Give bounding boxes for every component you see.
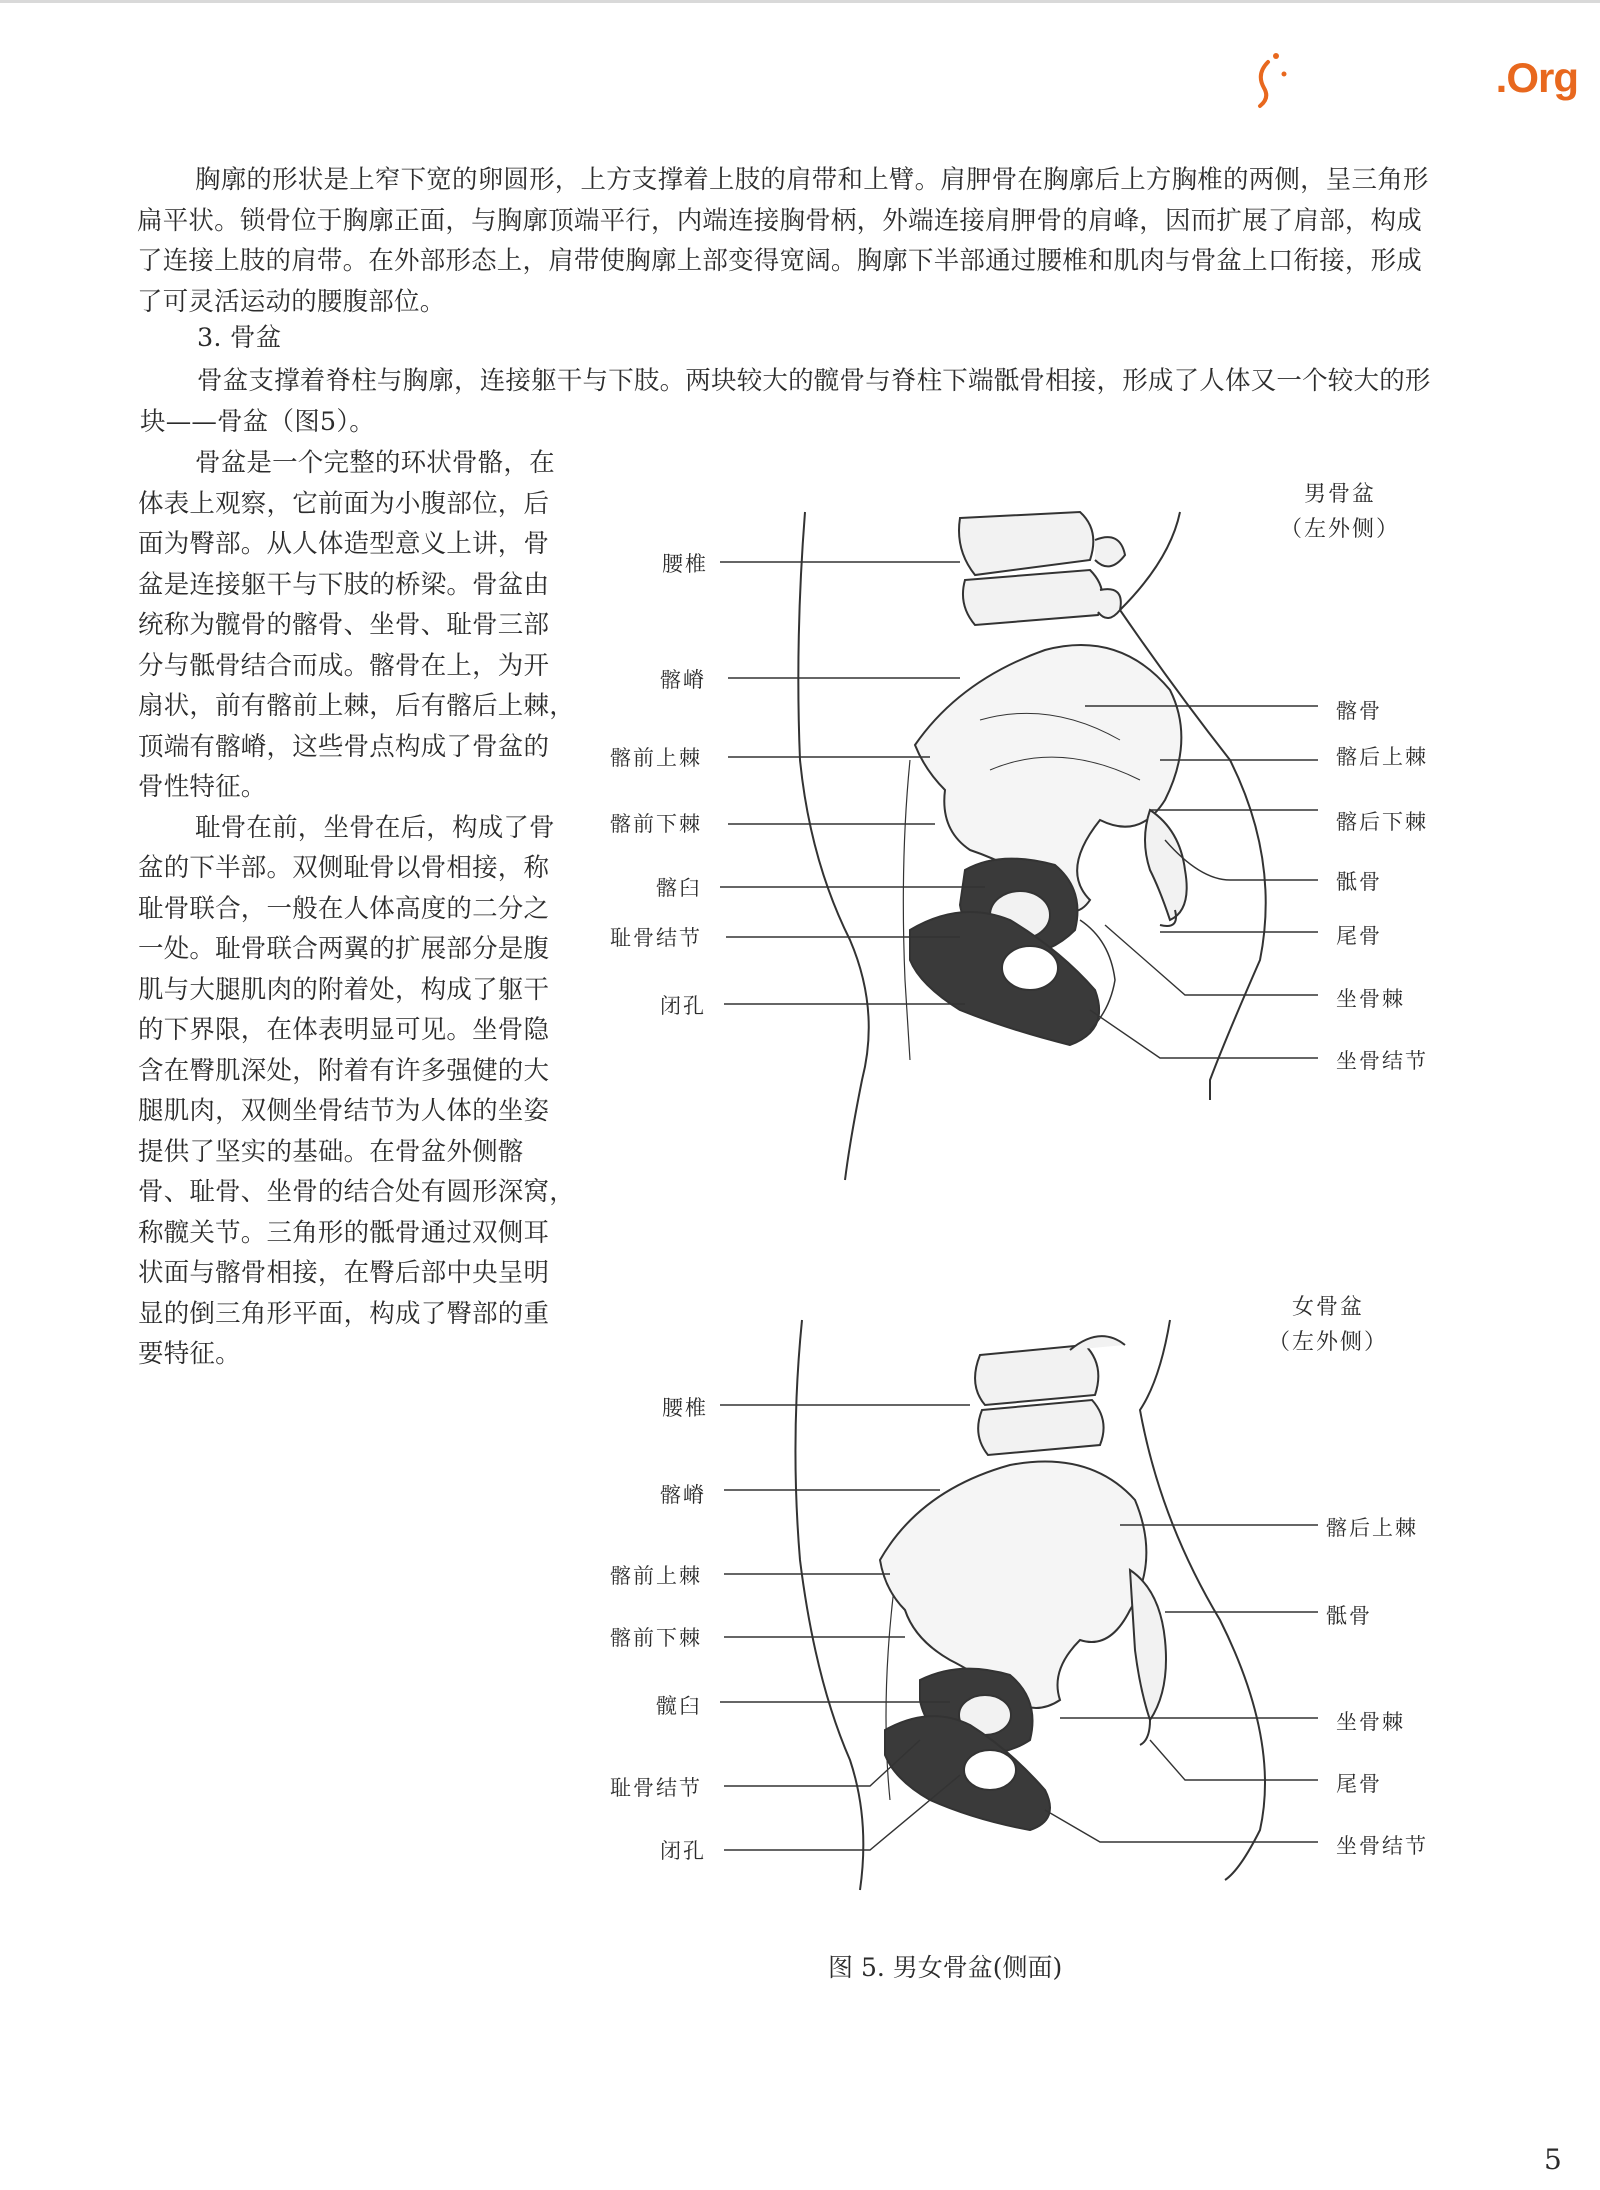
intro-line: 了连接上肢的肩带。在外部形态上，肩带使胸廓上部变得宽阔。胸廓下半部通过腰椎和肌肉与骨盆上口衔接，形成 bbox=[137, 246, 1423, 276]
section-line: 骨盆支撑着脊柱与胸廓，连接躯干与下肢。两块较大的髋骨与脊柱下端骶骨相接，形成了人体又一个较大的形 bbox=[197, 366, 1431, 396]
female-label-lumbar: 腰椎 bbox=[662, 1396, 708, 1420]
female-label-acetabulum: 髋臼 bbox=[656, 1694, 702, 1718]
column-line: 体表上观察，它前面为小腹部位，后 bbox=[138, 488, 550, 519]
section-heading: 3. 骨盆 bbox=[197, 323, 282, 353]
column-line: 统称为髋骨的髂骨、坐骨、耻骨三部 bbox=[138, 610, 550, 640]
column-line: 骨、耻骨、坐骨的结合处有圆形深窝， bbox=[138, 1177, 575, 1207]
column-line: 显的倒三角形平面，构成了臀部的重 bbox=[138, 1298, 550, 1329]
female-label-asis: 髂前上棘 bbox=[610, 1564, 702, 1588]
intro-line: 扁平状。锁骨位于胸廓正面，与胸廓顶端平行，内端连接胸骨柄，外端连接肩胛骨的肩峰，因而扩展了肩部，构成 bbox=[137, 205, 1423, 236]
male-label-psis: 髂后上棘 bbox=[1336, 745, 1428, 769]
logo-text: .Org bbox=[1495, 54, 1578, 101]
column-line: 称髋关节。三角形的骶骨通过双侧耳 bbox=[138, 1217, 550, 1248]
column-line: 盆的下半部。双侧耻骨以骨相接，称 bbox=[138, 853, 550, 883]
column-line: 面为臀部。从人体造型意义上讲，骨 bbox=[138, 529, 550, 559]
male-figure-title: 男骨盆 bbox=[1303, 482, 1376, 507]
column-line: 要特征。 bbox=[138, 1339, 241, 1369]
column-line: 骨性特征。 bbox=[138, 772, 267, 802]
figure-caption: 图 5. 男女骨盆(侧面) bbox=[828, 1953, 1063, 1982]
female-label-pubic-tubercle: 耻骨结节 bbox=[610, 1776, 702, 1800]
intro-line: 了可灵活运动的腰腹部位。 bbox=[137, 286, 446, 317]
column-line: 腿肌肉，双侧坐骨结节为人体的坐姿 bbox=[138, 1096, 550, 1126]
column-line: 盆是连接躯干与下肢的桥梁。骨盆由 bbox=[138, 569, 550, 600]
column-line: 提供了坚实的基础。在骨盆外侧髂 bbox=[138, 1136, 524, 1167]
column-line: 一处。耻骨联合两翼的扩展部分是腹 bbox=[138, 934, 550, 964]
male-label-coccyx: 尾骨 bbox=[1336, 924, 1382, 948]
column-line: 耻骨在前，坐骨在后，构成了骨 bbox=[195, 812, 555, 843]
female-label-obturator: 闭孔 bbox=[660, 1839, 706, 1863]
female-label-ischial-tuberosity: 坐骨结节 bbox=[1336, 1834, 1428, 1858]
column-line: 含在臀肌深处，附着有许多强健的大 bbox=[138, 1055, 550, 1086]
male-label-iliac-crest: 髂嵴 bbox=[660, 668, 706, 692]
male-label-sacrum: 骶骨 bbox=[1336, 870, 1382, 894]
column-line: 扇状，前有髂前上棘，后有髂后上棘， bbox=[138, 691, 575, 721]
female-label-sacrum: 骶骨 bbox=[1326, 1604, 1372, 1628]
male-label-ischial-spine: 坐骨棘 bbox=[1336, 987, 1405, 1011]
female-label-aiis: 髂前下棘 bbox=[610, 1626, 702, 1650]
female-figure-subtitle: （左外侧） bbox=[1267, 1330, 1388, 1355]
column-line: 分与骶骨结合而成。髂骨在上，为开 bbox=[138, 650, 550, 681]
column-line: 耻骨联合，一般在人体高度的二分之 bbox=[138, 893, 550, 924]
male-label-pubic-tubercle: 耻骨结节 bbox=[610, 926, 702, 950]
male-label-lumbar: 腰椎 bbox=[662, 552, 708, 576]
female-label-ischial-spine: 坐骨棘 bbox=[1336, 1710, 1405, 1734]
page-number: 5 bbox=[1544, 2143, 1562, 2176]
male-label-obturator: 闭孔 bbox=[660, 994, 706, 1018]
male-figure-subtitle: （左外侧） bbox=[1279, 517, 1400, 542]
male-pelvis-drawing bbox=[798, 512, 1265, 1180]
male-label-aiis: 髂前下棘 bbox=[610, 812, 702, 836]
female-label-iliac-crest: 髂嵴 bbox=[660, 1483, 706, 1507]
female-label-psis: 髂后上棘 bbox=[1326, 1516, 1418, 1540]
female-figure-title: 女骨盆 bbox=[1291, 1295, 1364, 1320]
male-label-piis: 髂后下棘 bbox=[1336, 810, 1428, 834]
male-label-ischial-tuberosity: 坐骨结节 bbox=[1336, 1049, 1428, 1073]
column-line: 状面与髂骨相接，在臀后部中央呈明 bbox=[138, 1258, 550, 1288]
intro-line: 胸廓的形状是上窄下宽的卵圆形，上方支撑着上肢的肩带和上臂。肩胛骨在胸廓后上方胸椎的两侧，呈三角形 bbox=[195, 165, 1429, 195]
column-line: 顶端有髂嵴，这些骨点构成了骨盆的 bbox=[138, 731, 550, 762]
section-line: 块——骨盆（图5）。 bbox=[140, 406, 375, 437]
male-label-ilium: 髂骨 bbox=[1336, 699, 1382, 723]
male-label-acetabulum: 髂臼 bbox=[656, 876, 702, 900]
male-label-asis: 髂前上棘 bbox=[610, 746, 702, 770]
column-line: 肌与大腿肌肉的附着处，构成了躯干 bbox=[138, 974, 550, 1005]
column-line: 的下界限，在体表明显可见。坐骨隐 bbox=[138, 1015, 550, 1045]
column-line: 骨盆是一个完整的环状骨骼，在 bbox=[195, 448, 555, 478]
female-label-coccyx: 尾骨 bbox=[1336, 1772, 1382, 1796]
